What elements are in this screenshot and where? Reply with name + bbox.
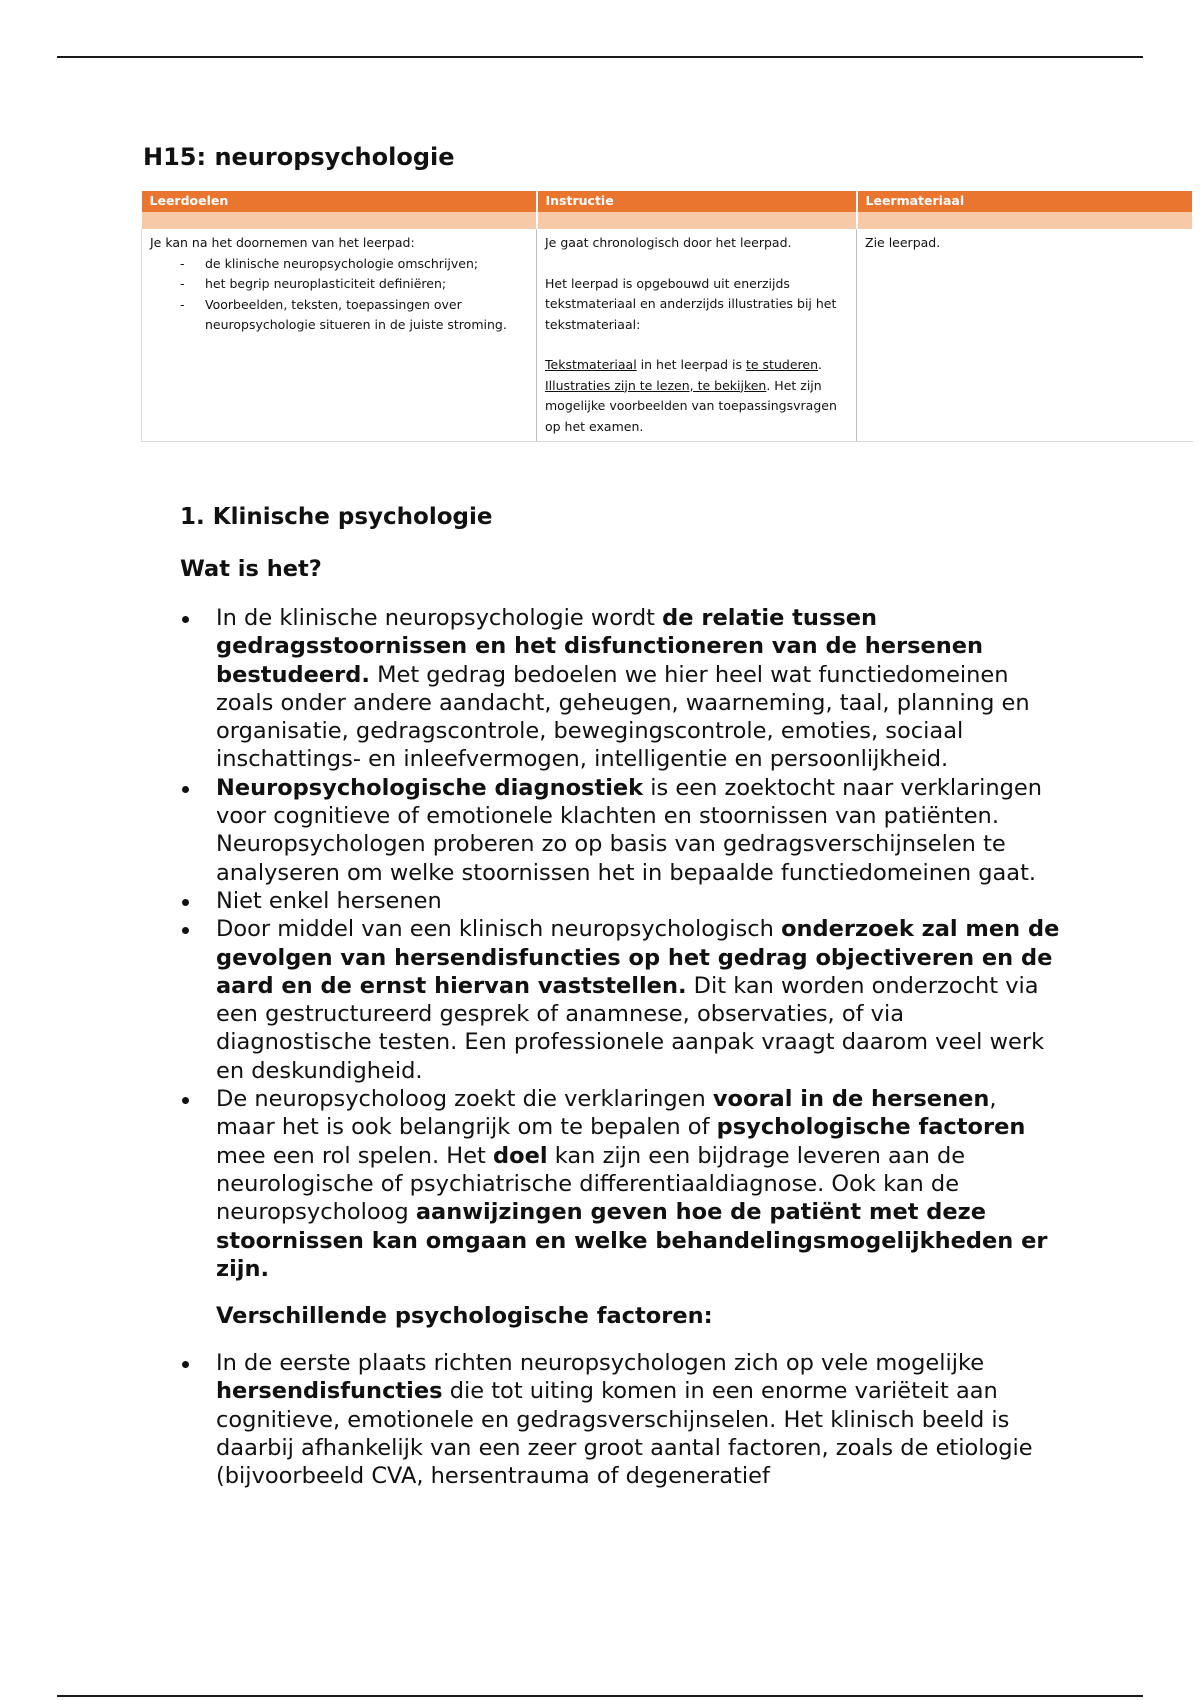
chapter-title: H15: neuropsychologie: [143, 143, 455, 171]
underlined-text: Illustraties zijn te lezen, te bekijken: [545, 377, 767, 393]
header-leermateriaal: Leermateriaal: [857, 191, 1193, 212]
header-instructie: Instructie: [537, 191, 857, 212]
list-item: - de klinische neuropsychologie omschrijven;: [150, 254, 530, 275]
underlined-text: te studeren: [745, 357, 818, 372]
table-header-row: [142, 191, 1193, 212]
factors-heading: Verschillende psychologische factoren:: [216, 1303, 713, 1330]
list-item: Neuropsychologische diagnostiek is een zoektocht naar verklaringen voor cognitieve of emotionele klachten en stoornissen van patiënten. Neuropsychologen proberen zo op basis van gedragsverschijnselen te analyseren om welke stoornissen het in bepaalde functiedomeinen gaat.: [180, 774, 1060, 887]
footer-rule: [57, 1695, 1143, 1697]
cell-leermateriaal: [857, 229, 1193, 442]
list-item: In de klinische neuropsychologie wordt de relatie tussen gedragsstoornissen en het disfunctioneren van de hersenen bestudeerd. Met gedrag bedoelen we hier heel wat functiedomeinen zoals onder andere aandacht, geheugen, waarneming, taal, planning en organisatie, gedragscontrole, bewegingscontrole, emoties, sociaal inschattings- en inleefvermogen, intelligentie en persoonlijkheid.: [180, 604, 1060, 774]
table-spacer-row: [142, 212, 1193, 229]
what-heading: Wat is het?: [180, 556, 322, 582]
list-item: Niet enkel hersenen: [180, 887, 1060, 915]
leermateriaal-text: Zie leerpad.: [865, 235, 941, 250]
bullet-list: [180, 604, 1060, 1283]
factors-bullet-list: [180, 1349, 1060, 1490]
cell-instructie: [537, 229, 857, 442]
section-heading: 1. Klinische psychologie: [180, 504, 493, 530]
list-item: De neuropsycholoog zoekt die verklaringen vooral in de hersenen, maar het is ook belangrijk om te bepalen of psychologische factoren mee een rol spelen. Het doel kan zijn een bijdrage leveren aan de neurologische of psychiatrische differentiaaldiagnose. Ook kan de neuropsycholoog aanwijzingen geven hoe de patiënt met deze stoornissen kan omgaan en welke behandelingsmogelijkheden er zijn.: [180, 1085, 1060, 1283]
header-leerdoelen: Leerdoelen: [142, 191, 537, 212]
instructie-p3: Tekstmateriaal in het leerpad is te studeren. Illustraties zijn te lezen, te bekijken. Het zijn mogelijke voorbeelden van toepassingsvragen op het examen.: [545, 357, 837, 434]
list-item: - Voorbeelden, teksten, toepassingen over neuropsychologie situeren in de juiste stroming.: [150, 295, 530, 336]
leerdoelen-intro: Je kan na het doornemen van het leerpad:: [150, 235, 415, 250]
header-rule: [57, 56, 1143, 58]
table-row: [142, 229, 1193, 442]
instructie-p2: Het leerpad is opgebouwd uit enerzijds tekstmateriaal en anderzijds illustraties bij het tekstmateriaal:: [545, 275, 837, 332]
main-content: [180, 500, 1060, 1491]
learning-goals-table: [141, 191, 1194, 442]
underlined-text: Tekstmateriaal: [545, 357, 637, 372]
list-item: - het begrip neuroplasticiteit definiëren;: [150, 274, 530, 295]
instructie-p1: Je gaat chronologisch door het leerpad.: [545, 235, 792, 250]
leerdoelen-list: [150, 254, 530, 336]
list-item: In de eerste plaats richten neuropsychologen zich op vele mogelijke hersendisfuncties die tot uiting komen in een enorme variëteit aan cognitieve, emotionele en gedragsverschijnselen. Het klinisch beeld is daarbij afhankelijk van een zeer groot aantal factoren, zoals de etiologie (bijvoorbeeld CVA, hersentrauma of degeneratief: [180, 1349, 1060, 1490]
list-item: Door middel van een klinisch neuropsychologisch onderzoek zal men de gevolgen van hersendisfuncties op het gedrag objectiveren en de aard en de ernst hiervan vaststellen. Dit kan worden onderzocht via een gestructureerd gesprek of anamnese, observaties, of via diagnostische testen. Een professionele aanpak vraagt daarom veel werk en deskundigheid.: [180, 915, 1060, 1085]
cell-leerdoelen: [142, 229, 537, 442]
